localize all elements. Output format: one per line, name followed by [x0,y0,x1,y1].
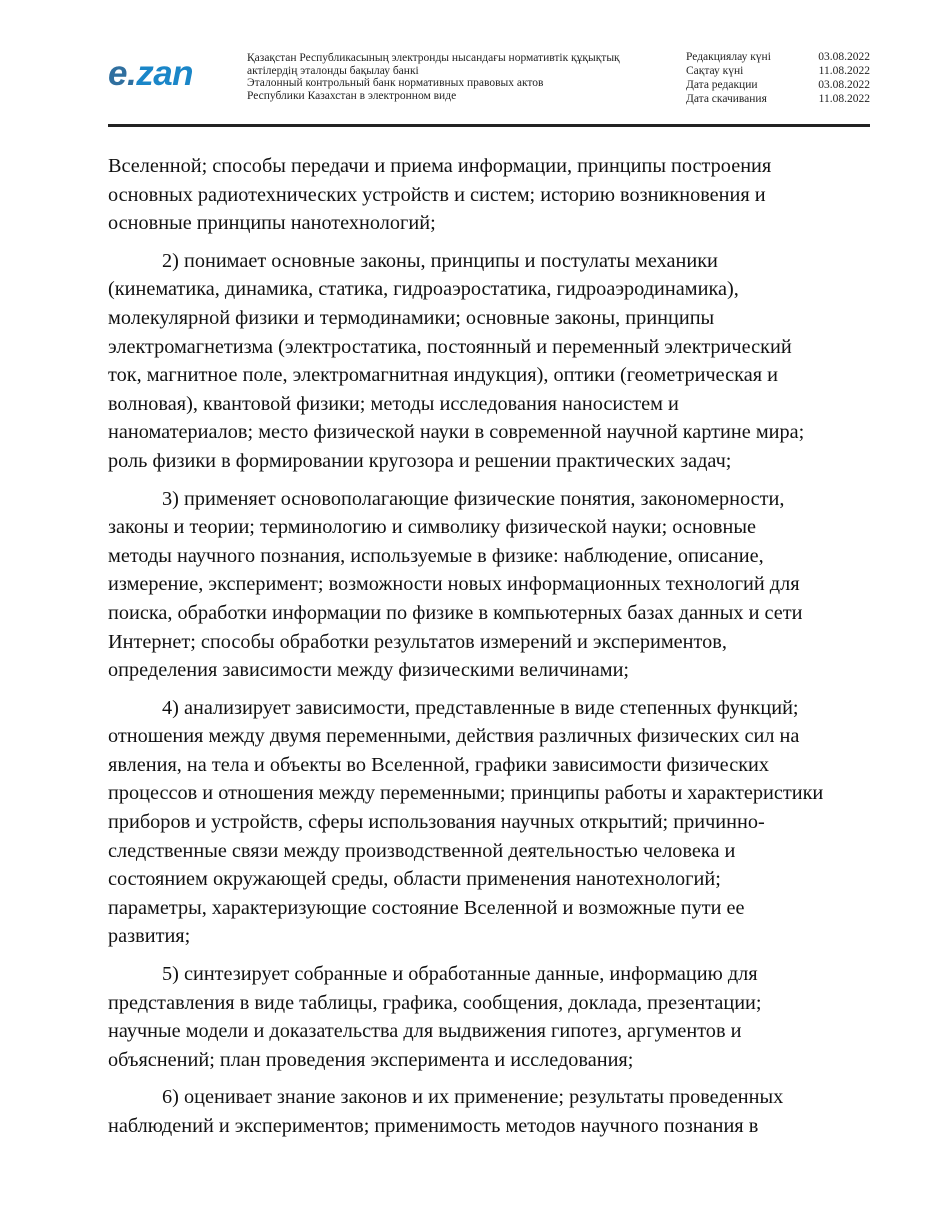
text-line: молекулярной физики и термодинамики; основные законы, принципы [108,306,715,329]
text-line: развития; [108,925,191,948]
text-line: явления, на тела и объекты во Вселенной, графики зависимости физических [108,753,770,776]
text-line: поиска, обработки информации по физике в компьютерных базах данных и сети [108,601,803,624]
meta-row [686,50,870,64]
text-line: параметры, характеризующие состояние Вселенной и возможные пути ее [108,896,745,919]
text-line: Интернет; способы обработки результатов измерений и экспериментов, [108,630,727,653]
text-line: законы и теории; терминологию и символику физической науки; основные [108,516,756,539]
text-line: определения зависимости между физическими величинами; [108,659,630,682]
meta-label: Сақтау күні [686,65,744,77]
paragraph [108,485,868,685]
meta-label: Редакциялау күні [686,51,771,63]
paragraph [108,694,868,951]
text-line: (кинематика, динамика, статика, гидроаэростатика, гидроаэродинамика), [108,278,739,301]
text-line: объяснений; план проведения эксперимента и исследования; [108,1048,634,1071]
text-line: 4) анализирует зависимости, представленные в виде степенных функций; [162,696,799,719]
text-line: методы научного познания, используемые в физике: наблюдение, описание, [108,544,764,567]
document-body [108,152,868,1150]
meta-row [686,78,870,92]
document-dates [686,50,870,106]
bank-title-line: Республики Казахстан в электронном виде [247,89,457,102]
text-line: процессов и отношения между переменными; принципы работы и характеристики [108,782,824,805]
logo-zan: zan [136,54,194,93]
text-line: волновая), квантовой физики; методы исследования наносистем и [108,392,679,415]
text-line: 2) понимает основные законы, принципы и постулаты механики [162,249,718,272]
logo-dot: . [126,54,137,93]
meta-row [686,64,870,78]
text-line: наблюдений и экспериментов; применимость методов научного познания в [108,1115,759,1137]
meta-value: 03.08.2022 [818,79,870,91]
bank-title-line: актілердің эталонды бақылау банкі [247,64,419,77]
text-line: 5) синтезирует собранные и обработанные данные, информацию для [162,963,758,986]
meta-value: 03.08.2022 [818,51,870,63]
text-line: состоянием окружающей среды, области применения нанотехнологий; [108,868,721,891]
text-line: следственные связи между производственной деятельностью человека и [108,839,736,862]
meta-value: 11.08.2022 [818,93,870,105]
text-line: измерение, эксперимент; возможности новых информационных технологий для [108,573,800,596]
document-header [108,48,870,124]
text-line: ток, магнитное поле, электромагнитная индукция), оптики (геометрическая и [108,364,778,387]
text-line: отношения между двумя переменными, действия различных физических сил на [108,725,800,748]
paragraph [108,1083,868,1140]
text-line: основные принципы нанотехнологий; [108,212,436,235]
bank-title [247,52,667,102]
meta-value: 11.08.2022 [818,65,870,77]
paragraph [108,247,868,476]
paragraph [108,960,868,1074]
logo-e: e [108,54,127,93]
text-line: наноматериалов; место физической науки в современной научной картине мира; [108,421,805,444]
bank-title-line: Эталонный контрольный банк нормативных правовых актов [247,77,544,89]
meta-row [686,92,870,106]
text-line: электромагнетизма (электростатика, постоянный и переменный электрический [108,335,792,358]
meta-label: Дата редакции [686,79,758,91]
meta-label: Дата скачивания [686,93,767,105]
paragraph [108,152,868,238]
text-line: научные модели и доказательства для выдвижения гипотез, аргументов и [108,1020,742,1043]
bank-title-line: Қазақстан Республикасының электронды нысандағы нормативтік құқықтық [247,52,620,64]
text-line: 3) применяет основополагающие физические понятия, закономерности, [162,487,785,510]
header-divider [108,124,870,127]
text-line: 6) оценивает знание законов и их применение; результаты проведенных [162,1086,784,1109]
text-line: роль физики в формировании кругозора и решении практических задач; [108,449,732,472]
text-line: Вселенной; способы передачи и приема информации, принципы построения [108,155,772,177]
text-line: представления в виде таблицы, графика, сообщения, доклада, презентации; [108,991,762,1014]
ezan-logo[interactable] [108,54,193,94]
text-line: основных радиотехнических устройств и систем; историю возникновения и [108,183,766,206]
text-line: приборов и устройств, сферы использования научных открытий; причинно- [108,811,765,834]
